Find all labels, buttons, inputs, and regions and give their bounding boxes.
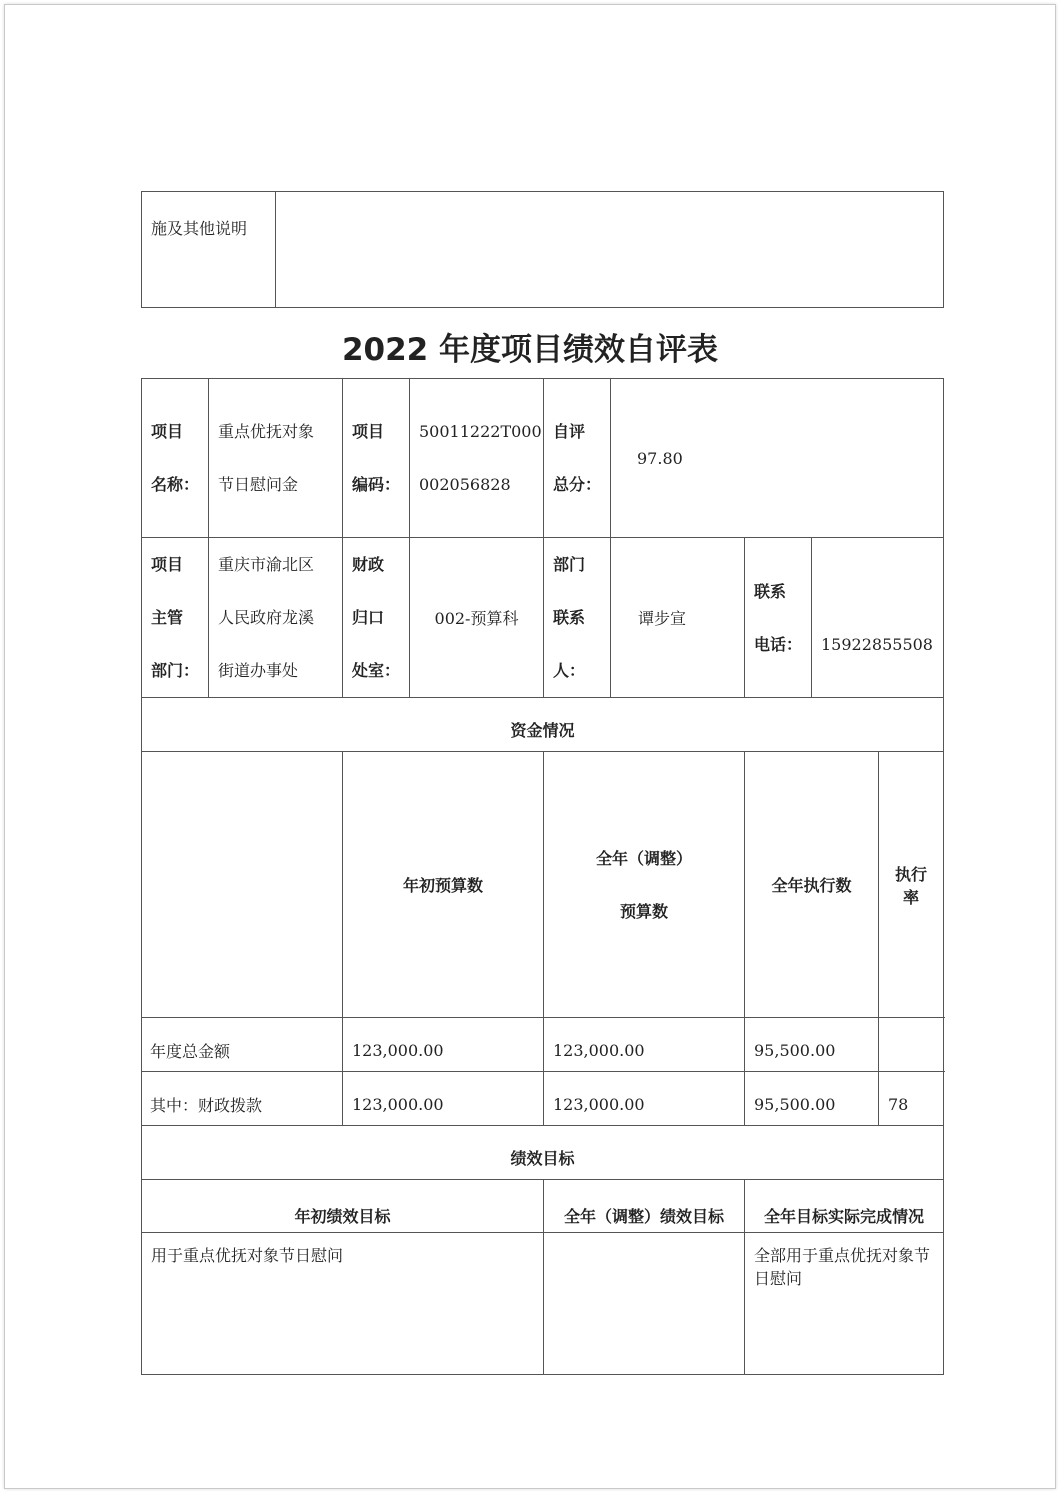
goals-adjusted [544, 1233, 745, 1375]
goals-header-adjusted: 全年（调整）绩效目标 [544, 1180, 745, 1233]
note-content [276, 192, 944, 308]
project-name-label: 项目 名称： [142, 379, 209, 538]
note-table [141, 191, 944, 308]
row-adjusted: 123,000.00 [544, 1072, 745, 1126]
evaluation-table [141, 378, 944, 1375]
goals-header-actual: 全年目标实际完成情况 [745, 1180, 944, 1233]
phone-label: 联系 电话： [745, 538, 812, 698]
funds-header-blank [142, 752, 343, 1018]
project-code: 50011222T000 002056828 [410, 379, 544, 538]
row-initial: 123,000.00 [343, 1072, 544, 1126]
project-code-label: 项目 编码： [343, 379, 410, 538]
dept-label: 项目 主管 部门： [142, 538, 209, 698]
table-row [142, 1072, 944, 1126]
score-label: 自评 总分： [544, 379, 611, 538]
contact-label: 部门 联系 人： [544, 538, 611, 698]
row-label: 年度总金额 [142, 1018, 343, 1072]
row-adjusted: 123,000.00 [544, 1018, 745, 1072]
phone-value: 15922855508 [812, 538, 944, 698]
note-label: 施及其他说明 [142, 192, 276, 308]
header-initial-budget: 年初预算数 [343, 752, 544, 1018]
department-row [142, 538, 944, 698]
funds-header-row [142, 752, 944, 1018]
page-title: 2022 年度项目绩效自评表 [341, 332, 719, 368]
goals-content-row [142, 1233, 944, 1375]
contact-value: 谭步宣 [611, 538, 745, 698]
row-executed: 95,500.00 [745, 1018, 879, 1072]
office-value: 002-预算科 [410, 538, 544, 698]
goals-initial: 用于重点优抚对象节日慰问 [142, 1233, 544, 1375]
row-rate: 78 [879, 1072, 944, 1126]
row-label: 其中：财政拨款 [142, 1072, 343, 1126]
goals-header-row [142, 1180, 944, 1233]
total-score: 97.80 [611, 379, 944, 538]
goals-header-initial: 年初绩效目标 [142, 1180, 544, 1233]
header-adjusted-budget: 全年（调整） 预算数 [544, 752, 745, 1018]
row-rate [879, 1018, 944, 1072]
table-row [142, 1018, 944, 1072]
header-executed: 全年执行数 [745, 752, 879, 1018]
goals-actual: 全部用于重点优抚对象节日慰问 [745, 1233, 944, 1375]
office-label: 财政 归口 处室： [343, 538, 410, 698]
project-name: 重点优抚对象 节日慰问金 [209, 379, 343, 538]
dept-name: 重庆市渝北区 人民政府龙溪 街道办事处 [209, 538, 343, 698]
goals-section-title: 绩效目标 [142, 1126, 944, 1180]
header-rate: 执行率 [879, 752, 944, 1018]
row-initial: 123,000.00 [343, 1018, 544, 1072]
funds-section-title: 资金情况 [142, 698, 944, 752]
row-executed: 95,500.00 [745, 1072, 879, 1126]
project-row [142, 379, 944, 538]
